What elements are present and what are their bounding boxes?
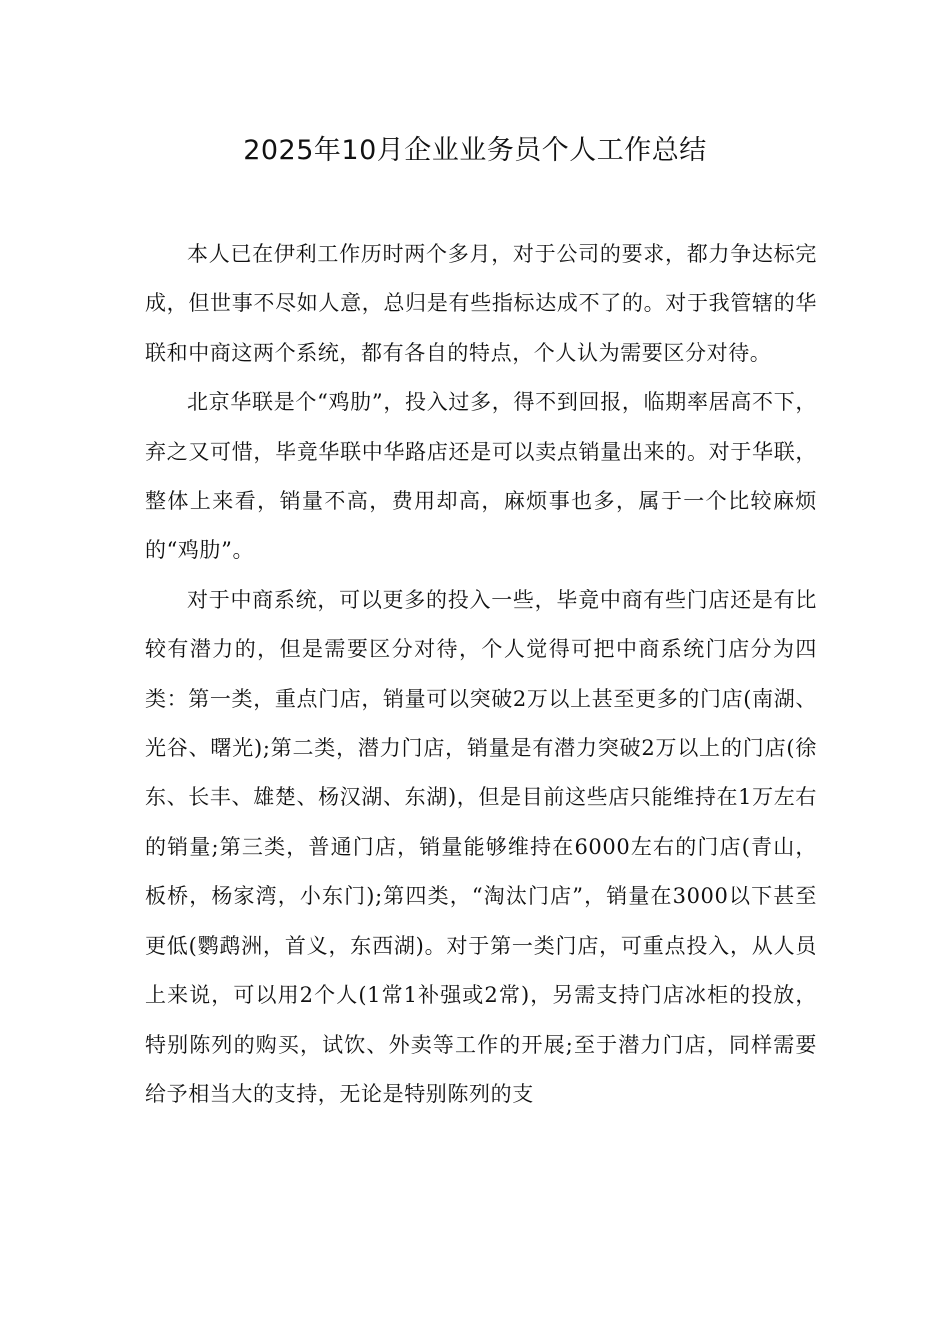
- document-title: 2025年10月企业业务员个人工作总结: [243, 135, 707, 166]
- paragraph-2: 北京华联是个“鸡肋”，投入过多，得不到回报，临期率居高不下，弃之又可惜，毕竟华联中华路店还是可以卖点销量出来的。对于华联，整体上来看，销量不高，费用却高，麻烦事也多，属于一个比较麻烦的“鸡肋”。: [145, 390, 817, 563]
- document-body: [145, 230, 817, 1119]
- paragraph-3: 对于中商系统，可以更多的投入一些，毕竟中商有些门店还是有比较有潜力的，但是需要区分对待，个人觉得可把中商系统门店分为四类：第一类，重点门店，销量可以突破2万以上甚至更多的门店(南湖、光谷、曙光);第二类，潜力门店，销量是有潜力突破2万以上的门店(徐东、长丰、雄楚、杨汉湖、东湖)，但是目前这些店只能维持在1万左右的销量;第三类，普通门店，销量能够维持在6000左右的门店(青山，板桥，杨家湾，小东门);第四类，“淘汰门店”，销量在3000以下甚至更低(鹦鹉洲，首义，东西湖)。对于第一类门店，可重点投入，从人员上来说，可以用2个人(1常1补强或2常)，另需支持门店冰柜的投放，特别陈列的购买，试饮、外卖等工作的开展;至于潜力门店，同样需要给予相当大的支持，无论是特别陈列的支: [145, 587, 817, 1106]
- paragraph-1: 本人已在伊利工作历时两个多月，对于公司的要求，都力争达标完成，但世事不尽如人意，总归是有些指标达成不了的。对于我管辖的华联和中商这两个系统，都有各自的特点，个人认为需要区分对待。: [145, 242, 817, 365]
